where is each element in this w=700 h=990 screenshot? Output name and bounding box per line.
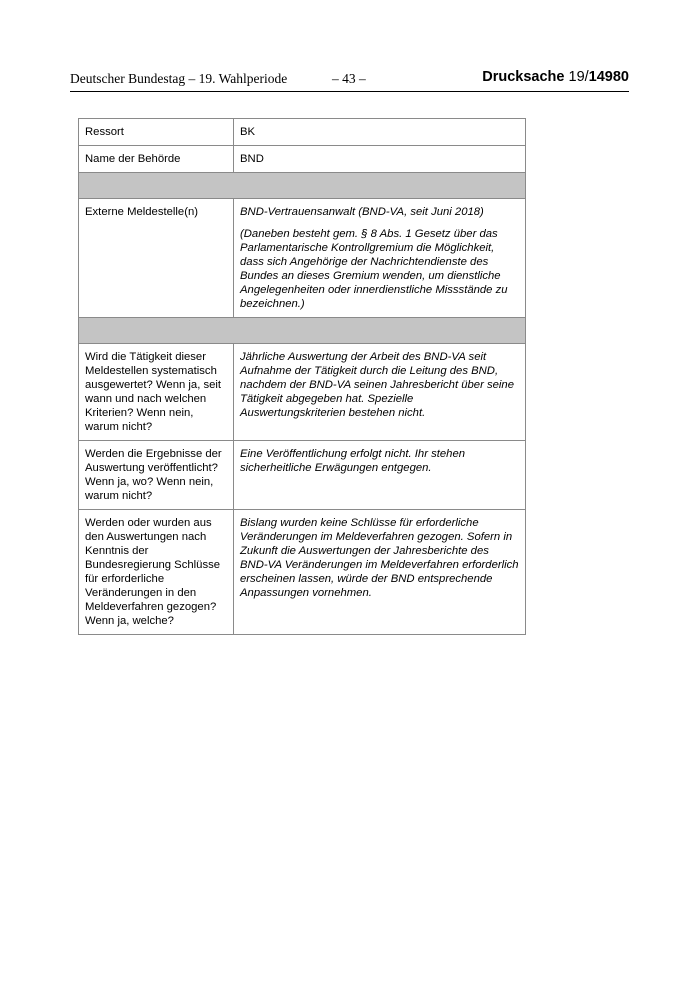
meldestelle-cell [234,199,526,318]
table-row [79,344,526,441]
separator-cell [79,173,526,199]
doc-number: 14980 [588,69,629,85]
table-row-behoerde [79,146,526,173]
meldestelle-note: (Daneben besteht gem. § 8 Abs. 1 Gesetz über das Parlamentarische Kontrollgremium die Möglichkeit, dass sich Angehörige der Nachrichtendienste des Bundes an dieses Gremium wenden, um dienstliche Angelegenheiten oder innerdienstliche Missstände zu bezeichnen.) [240,228,508,310]
table-row-meldestelle [79,199,526,318]
question-cell: Wird die Tätigkeit dieser Meldestellen systematisch ausgewertet? Wenn ja, seit wann und nach welchen Kriterien? Wenn nein, warum nicht? [79,344,234,441]
table-row [79,441,526,510]
separator-row [79,173,526,199]
table-row [79,510,526,635]
question-cell: Werden die Ergebnisse der Auswertung veröffentlicht? Wenn ja, wo? Wenn nein, warum nicht? [79,441,234,510]
page-header [70,71,629,92]
separator-cell [79,318,526,344]
question-cell: Werden oder wurden aus den Auswertungen nach Kenntnis der Bundesregierung Schlüsse für erforderliche Veränderungen in den Meldeverfahren gezogen? Wenn ja, welche? [79,510,234,635]
ressort-value: BK [234,119,526,146]
meldestelle-label: Externe Meldestelle(n) [79,199,234,318]
table-row-ressort [79,119,526,146]
separator-row [79,318,526,344]
page-number: – 43 – [332,71,366,86]
answer-cell: Jährliche Auswertung der Arbeit des BND-VA seit Aufnahme der Tätigkeit durch die Leitung des BND, nachdem der BND-VA seinen Jahresbericht über seine Tätigkeit abgegeben hat. Spezielle Auswertungskriterien bestehen nicht. [234,344,526,441]
behoerde-label: Name der Behörde [79,146,234,173]
answer-cell: Eine Veröffentlichung erfolgt nicht. Ihr stehen sicherheitliche Erwägungen entgegen. [234,441,526,510]
behoerde-value: BND [234,146,526,173]
doc-label: Drucksache [482,69,565,85]
header-title: Deutscher Bundestag – 19. Wahlperiode [70,71,288,86]
ressort-label: Ressort [79,119,234,146]
document-number [482,69,629,85]
whistleblower-table [78,118,526,635]
meldestelle-value: BND-Vertrauensanwalt (BND-VA, seit Juni 2018) [240,206,484,218]
doc-prefix: 19/ [568,69,589,85]
answer-cell: Bislang wurden keine Schlüsse für erforderliche Veränderungen im Meldeverfahren gezogen. Sofern in Zukunft die Auswertungen der Jahresberichte des BND-VA Veränderungen im Meldeverfahren erforderlich erscheinen lassen, würde der BND entsprechende Anpassungen vornehmen. [234,510,526,635]
